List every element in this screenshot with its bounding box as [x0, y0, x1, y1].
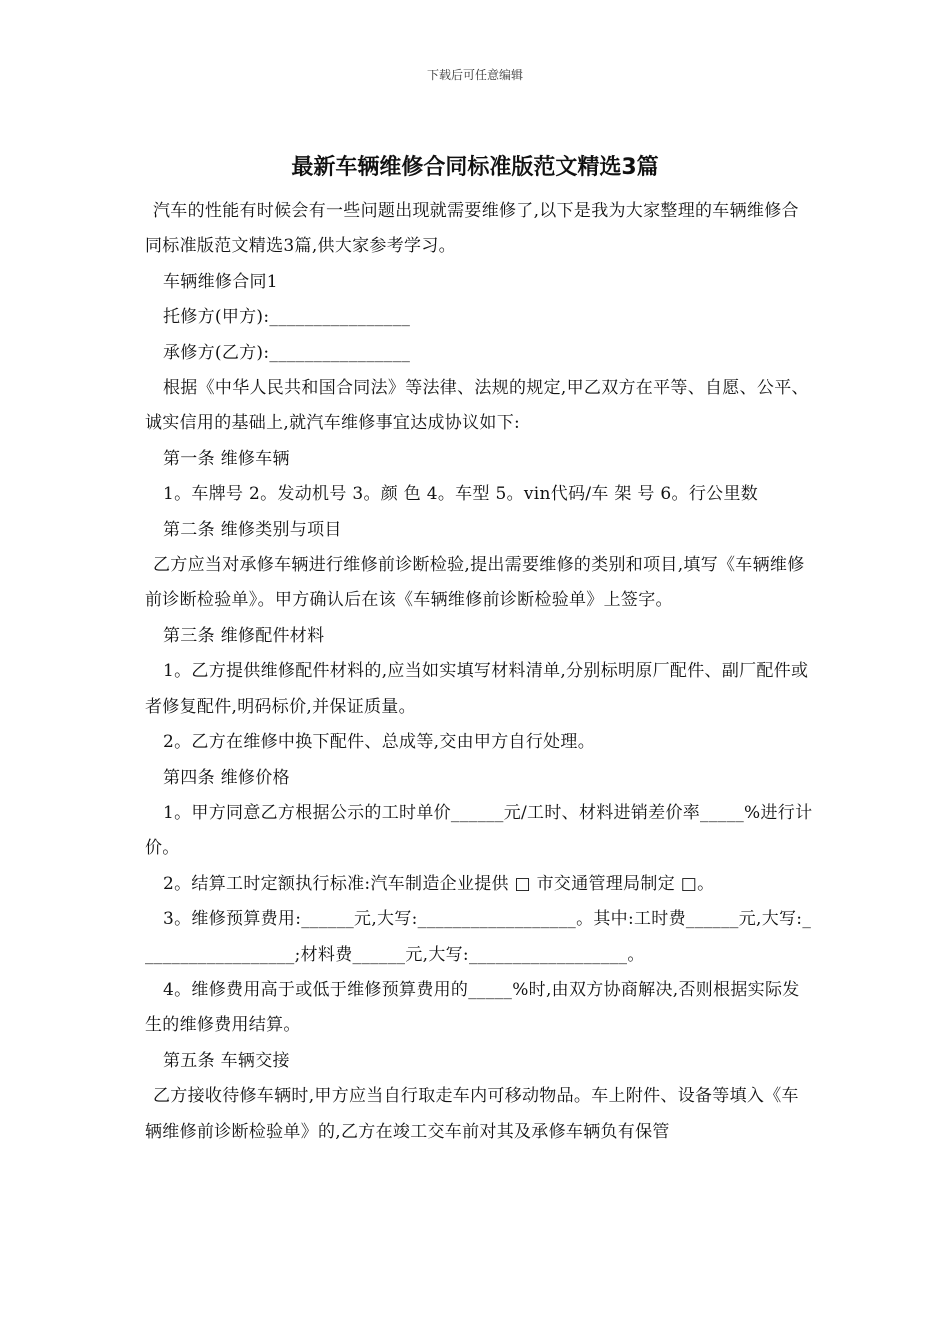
paragraph: 根据《中华人民共和国合同法》等法律、法规的规定,甲乙双方在平等、自愿、公平、诚实信用的基础上,就汽车维修事宜达成协议如下: — [145, 378, 809, 434]
paragraph: 乙方接收待修车辆时,甲方应当自行取走车内可移动物品。车上附件、设备等填入《车辆维修前诊断检验单》的,乙方在竣工交车前对其及承修车辆负有保管 — [145, 1086, 799, 1142]
document-title: 最新车辆维修合同标准版范文精选3篇 — [291, 155, 659, 180]
header-note: 下载后可任意编辑 — [426, 68, 523, 82]
paragraph: 第四条 维修价格 — [163, 767, 290, 788]
paragraph: 4。维修费用高于或低于维修预算费用的_____%时,由双方协商解决,否则根据实际发生的维修费用结算。 — [145, 979, 800, 1036]
paragraph: 2。结算工时定额执行标准:汽车制造企业提供 □ 市交通管理局制定 □。 — [163, 873, 715, 894]
paragraph: 1。车牌号 2。发动机号 3。颜 色 4。车型 5。vin代码/车 架 号 6。行公里数 — [163, 484, 759, 505]
paragraph: 1。甲方同意乙方根据公示的工时单价______元/工时、材料进销差价率_____%进行计价。 — [145, 802, 813, 859]
paragraph: 第三条 维修配件材料 — [163, 625, 325, 646]
paragraph: 3。维修预算费用:______元,大写:__________________。其中:工时费______元,大写:__________________;材料费______元,大写:__________________。 — [145, 909, 812, 965]
paragraph: 2。乙方在维修中换下配件、总成等,交由甲方自行处理。 — [163, 732, 596, 753]
paragraph: 汽车的性能有时候会有一些问题出现就需要维修了,以下是我为大家整理的车辆维修合同标准版范文精选3篇,供大家参考学习。 — [145, 201, 799, 257]
paragraph: 车辆维修合同1 — [163, 271, 278, 292]
paragraph: 乙方应当对承修车辆进行维修前诊断检验,提出需要维修的类别和项目,填写《车辆维修前诊断检验单》。甲方确认后在该《车辆维修前诊断检验单》上签字。 — [145, 555, 805, 611]
paragraph: 承修方(乙方):________________ — [163, 342, 411, 363]
paragraph: 托修方(甲方):________________ — [163, 307, 411, 328]
paragraph: 第二条 维修类别与项目 — [163, 519, 342, 540]
document-body — [145, 194, 813, 1150]
paragraph: 第一条 维修车辆 — [163, 448, 290, 469]
paragraph: 1。乙方提供维修配件材料的,应当如实填写材料清单,分别标明原厂配件、副厂配件或者修复配件,明码标价,并保证质量。 — [145, 661, 809, 717]
paragraph: 第五条 车辆交接 — [163, 1050, 290, 1071]
